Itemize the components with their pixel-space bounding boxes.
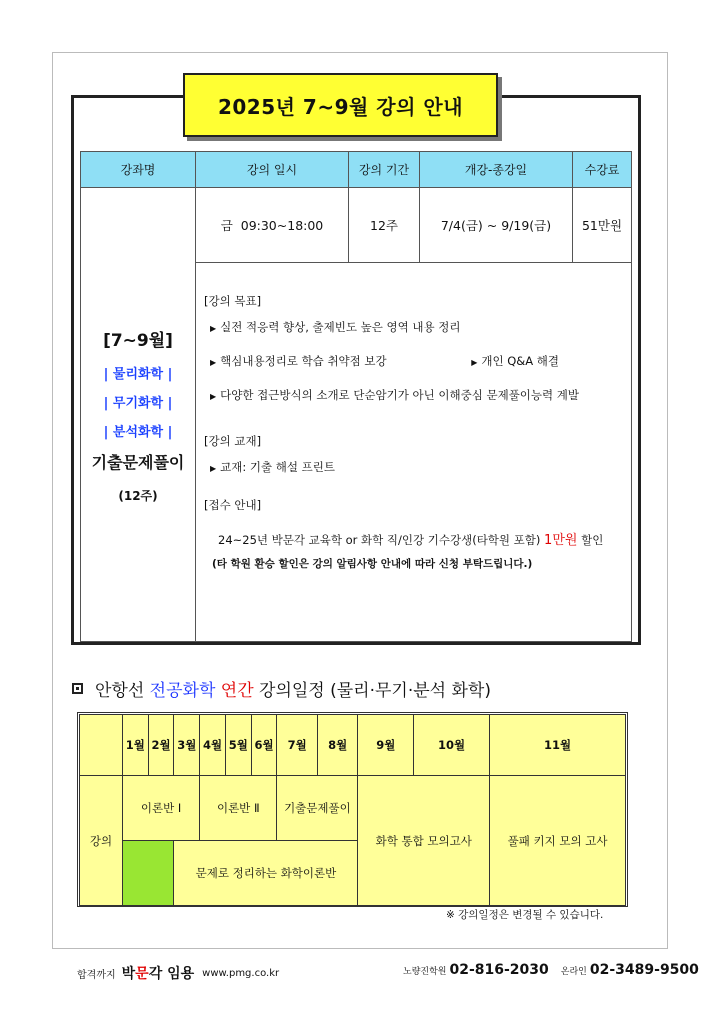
month-4: 4월 bbox=[200, 715, 226, 776]
header-course: 강좌명 bbox=[81, 152, 196, 188]
discount-amount: 1만원 bbox=[544, 533, 578, 548]
month-11: 11월 bbox=[490, 715, 626, 776]
website-url[interactable]: www.pmg.co.kr bbox=[202, 967, 280, 979]
header-dates: 개강-종강일 bbox=[420, 152, 573, 188]
triangle-bullet-icon: ▶ bbox=[210, 358, 217, 367]
duration-value: 12주 bbox=[349, 188, 420, 263]
theory-2-block: 이론반 Ⅱ bbox=[200, 776, 277, 841]
fee-value: 51만원 bbox=[573, 188, 632, 263]
month-2: 2월 bbox=[148, 715, 174, 776]
annual-schedule-table bbox=[79, 714, 626, 906]
triangle-bullet-icon: ▶ bbox=[210, 324, 217, 333]
course-name-cell bbox=[81, 188, 196, 642]
register-label: [접수 안내] bbox=[204, 498, 262, 512]
month-10: 10월 bbox=[414, 715, 490, 776]
header-schedule: 강의 일시 bbox=[196, 152, 349, 188]
course-info-table bbox=[80, 151, 632, 642]
month-1: 1월 bbox=[123, 715, 149, 776]
month-row bbox=[80, 715, 626, 776]
table-header-row bbox=[81, 152, 632, 188]
goal-item-1: ▶ 실전 적응력 향상, 출제빈도 높은 영역 내용 정리 bbox=[210, 320, 461, 334]
month-3: 3월 bbox=[174, 715, 200, 776]
material-item: ▶ 교재: 기출 해설 프린트 bbox=[210, 460, 335, 474]
course-row bbox=[81, 188, 632, 263]
register-note: (타 학원 환승 할인은 강의 알림사항 안내에 따라 신청 부탁드립니다.) bbox=[212, 558, 533, 570]
schedule-note: ※ 강의일정은 변경될 수 있습니다. bbox=[446, 909, 604, 921]
dates-value: 7/4(금) ~ 9/19(금) bbox=[420, 188, 573, 263]
row-label: 강의 bbox=[80, 776, 123, 906]
corner-cell bbox=[80, 715, 123, 776]
contact-label-1: 노량진학원 bbox=[403, 967, 447, 977]
brand-logo: 박문각 임용 bbox=[121, 966, 195, 982]
course-detail-cell bbox=[196, 263, 632, 642]
month-9: 9월 bbox=[358, 715, 414, 776]
course-weeks: (12주) bbox=[118, 488, 158, 503]
triangle-bullet-icon: ▶ bbox=[210, 392, 217, 401]
goal-item-4: ▶ 다양한 접근방식의 소개로 단순암기가 아닌 이해중심 문제풀이능력 계발 bbox=[210, 388, 580, 402]
past-exam-block: 기출문제풀이 bbox=[277, 776, 358, 841]
footer-brand bbox=[77, 963, 279, 983]
schedule-value: 금 09:30~18:00 bbox=[196, 188, 349, 263]
month-6: 6월 bbox=[251, 715, 277, 776]
subject-analytical: | 분석화학 | bbox=[103, 424, 173, 440]
goal-label: [강의 목표] bbox=[204, 294, 262, 308]
page-title: 2025년 7~9월 강의 안내 bbox=[183, 73, 498, 137]
subject-inorganic: | 무기화학 | bbox=[103, 395, 173, 411]
schedule-row-1 bbox=[80, 776, 626, 841]
triangle-bullet-icon: ▶ bbox=[471, 358, 478, 367]
package-mock-block: 풀패 키지 모의 고사 bbox=[490, 776, 626, 906]
course-main-title: 기출문제풀이 bbox=[91, 452, 185, 472]
month-8: 8월 bbox=[317, 715, 358, 776]
header-duration: 강의 기간 bbox=[349, 152, 420, 188]
problem-theory-block: 문제로 정리하는 화학이론반 bbox=[174, 841, 358, 906]
footer-contacts bbox=[403, 962, 711, 978]
phone-2[interactable]: 02-3489-9500 bbox=[589, 962, 699, 978]
month-7: 7월 bbox=[277, 715, 318, 776]
month-5: 5월 bbox=[225, 715, 251, 776]
course-period: [7~9월] bbox=[103, 330, 173, 351]
register-text: 24~25년 박문각 교육학 or 화학 직/인강 기수강생(타학원 포함) 1만원 할인 bbox=[218, 533, 604, 548]
subject-physical: | 물리화학 | bbox=[103, 366, 173, 382]
theory-1-block: 이론반 Ⅰ bbox=[123, 776, 200, 841]
square-bullet-icon bbox=[72, 683, 83, 694]
triangle-bullet-icon: ▶ bbox=[210, 464, 217, 473]
green-gap-block bbox=[123, 841, 174, 906]
header-fee: 수강료 bbox=[573, 152, 632, 188]
contact-label-2: 온라인 bbox=[560, 967, 587, 977]
material-label: [강의 교재] bbox=[204, 434, 262, 448]
phone-1[interactable]: 02-816-2030 bbox=[449, 962, 549, 978]
section-heading: 안항선 전공화학 연간 강의일정 (물리·무기·분석 화학) bbox=[72, 676, 491, 701]
goal-item-2: ▶ 핵심내용정리로 학습 취약점 보강 ▶ 개인 Q&A 해결 bbox=[210, 354, 559, 368]
tagline: 합격까지 bbox=[77, 969, 116, 981]
integrated-mock-block: 화학 통합 모의고사 bbox=[358, 776, 490, 906]
